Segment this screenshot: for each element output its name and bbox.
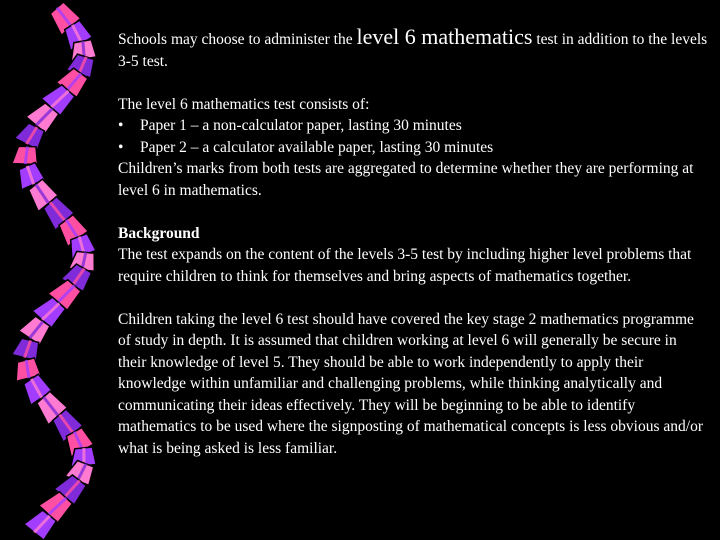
bullet-item xyxy=(118,115,708,137)
intro-text-start: Schools may choose to administer the xyxy=(118,31,357,48)
aggregate-paragraph: Children’s marks from both tests are aggregated to determine whether they are performing at level 6 in mathematics. xyxy=(118,160,694,199)
bullet-item xyxy=(118,137,708,159)
spacer xyxy=(118,201,708,223)
decorative-spiral-border xyxy=(0,0,110,540)
background-paragraph: The test expands on the content of the levels 3-5 test by including higher level problems that require children to think for themselves and bring aspects of mathematics together. xyxy=(118,246,692,285)
background-heading: Background xyxy=(118,224,200,242)
bullet-text: Paper 1 – a non-calculator paper, lasting 30 minutes xyxy=(140,117,462,134)
spacer xyxy=(118,287,708,309)
consists-lead: The level 6 mathematics test consists of: xyxy=(118,95,370,113)
bullet-marker: • xyxy=(118,138,124,156)
spacer xyxy=(118,72,708,94)
intro-text-end: test in addition to the levels 3-5 test. xyxy=(118,31,708,70)
slide-text-body xyxy=(118,26,708,459)
bullet-text: Paper 2 – a calculator available paper, lasting 30 minutes xyxy=(140,138,494,156)
bullet-marker: • xyxy=(118,117,124,134)
children-paragraph: Children taking the level 6 test should have covered the key stage 2 mathematics programme of study in depth. It is assumed that children working at level 6 will generally be secure in their knowledge of level 5. They should be able to work independently to apply their knowledge within unfamiliar and challenging problems, while thinking analytically and communicating their ideas effectively. They will be beginning to be able to identify mathematics to be used where the signposting of mathematical concepts is less obvious and/or what is being asked is less familiar. xyxy=(118,310,703,457)
intro-paragraph xyxy=(118,26,708,72)
intro-highlight: level 6 mathematics xyxy=(356,24,533,49)
